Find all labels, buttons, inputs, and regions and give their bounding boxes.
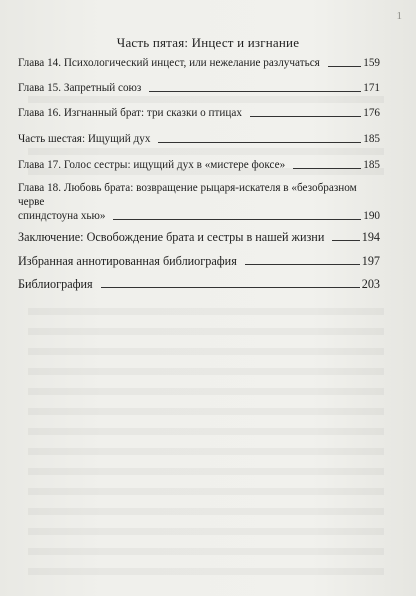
show-through-line	[28, 548, 384, 555]
toc-leader-line	[113, 219, 361, 220]
toc-entry-conclusion[interactable]	[18, 230, 380, 244]
toc-page-number: 190	[363, 210, 380, 222]
toc-page-number: 176	[363, 107, 380, 119]
toc-page-number: 171	[363, 82, 380, 94]
show-through-line	[28, 388, 384, 395]
show-through-line	[28, 528, 384, 535]
toc-entry-bibliography[interactable]	[18, 277, 380, 291]
show-through-line	[28, 508, 384, 515]
toc-leader-line	[101, 287, 360, 288]
toc-entry-chapter-18[interactable]	[18, 181, 380, 223]
toc-page-number: 194	[361, 230, 380, 244]
toc-leader-line	[293, 168, 361, 169]
show-through-line	[28, 568, 384, 575]
toc-entry-label: Избранная аннотированная библиография	[18, 254, 237, 268]
show-through-line	[28, 96, 384, 103]
show-through-line	[28, 148, 384, 155]
toc-entry-label: Глава 17. Голос сестры: ищущий дух в «мистере фоксе»	[18, 159, 286, 171]
page-folio: 1	[396, 10, 402, 22]
toc-entry-label: Часть шестая: Ищущий дух	[18, 133, 151, 145]
toc-leader-line	[328, 66, 361, 67]
toc-entry-label: Глава 14. Психологический инцест, или нежелание разлучаться	[18, 57, 320, 69]
toc-page-number: 159	[363, 57, 380, 69]
toc-entry-label: Заключение: Освобождение брата и сестры в нашей жизни	[18, 230, 325, 244]
show-through-line	[28, 408, 384, 415]
toc-entry-label: Глава 16. Изгнанный брат: три сказки о птицах	[18, 107, 242, 119]
toc-leader-line	[332, 240, 359, 241]
show-through-line	[28, 308, 384, 315]
toc-entry-chapter-17[interactable]	[18, 158, 380, 172]
show-through-line	[28, 468, 384, 475]
toc-entry-part-six[interactable]	[18, 132, 380, 146]
toc-page-number: 197	[361, 254, 380, 268]
toc-entry-chapter-14[interactable]	[18, 56, 380, 70]
toc-entry-label-line1: Глава 18. Любовь брата: возвращение рыцаря-искателя в «безобразном черве	[18, 182, 357, 208]
show-through-line	[28, 428, 384, 435]
toc-entry-chapter-15[interactable]	[18, 81, 380, 95]
toc-page-number: 185	[363, 159, 380, 171]
toc-leader-line	[245, 264, 360, 265]
toc-entry-chapter-16[interactable]	[18, 106, 380, 120]
show-through-line	[28, 448, 384, 455]
toc-leader-line	[149, 91, 361, 92]
toc-leader-line	[158, 142, 361, 143]
toc-entry-label: Глава 15. Запретный союз	[18, 82, 142, 94]
show-through-line	[28, 368, 384, 375]
show-through-line	[28, 348, 384, 355]
toc-page-number: 203	[361, 277, 380, 291]
toc-entry-label: Библиография	[18, 277, 93, 291]
part-heading: Часть пятая: Инцест и изгнание	[116, 35, 300, 50]
show-through-line	[28, 488, 384, 495]
toc-page-number: 185	[363, 133, 380, 145]
toc-leader-line	[250, 116, 361, 117]
show-through-line	[28, 328, 384, 335]
toc-entry-annotated-bibliography[interactable]	[18, 254, 380, 268]
toc-entry-label-line2: спиндстоуна хью»	[18, 210, 106, 222]
